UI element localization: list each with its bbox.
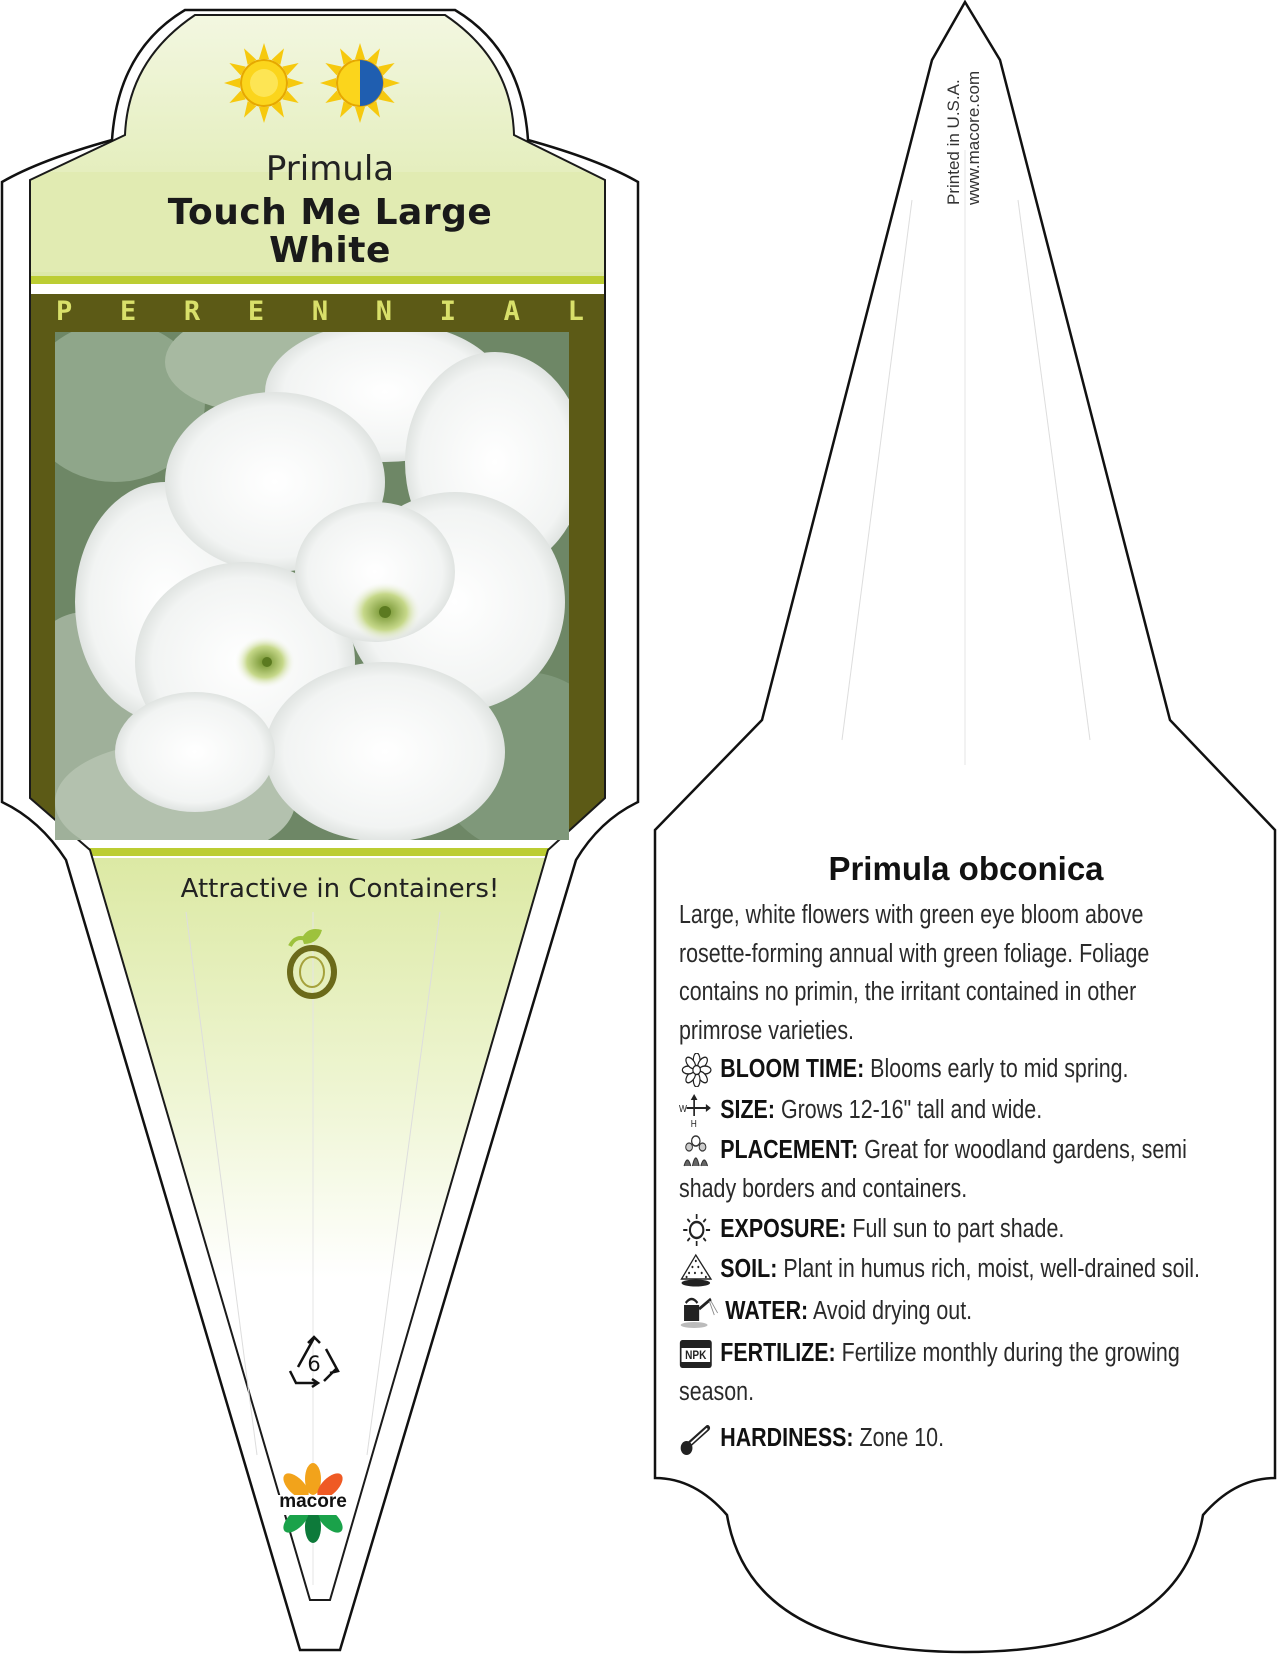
care-text: Zone 10. [859, 1424, 945, 1452]
care-size [679, 1091, 1275, 1130]
flower-photo [55, 332, 569, 840]
care-text: Blooms early to mid spring. [870, 1055, 1129, 1083]
svg-text:NPK: NPK [685, 1349, 707, 1363]
care-soil [679, 1250, 1275, 1289]
care-label: EXPOSURE: [720, 1215, 847, 1243]
npk-icon [679, 1337, 714, 1367]
care-label: WATER: [725, 1297, 809, 1325]
care-label: FERTILIZE: [720, 1339, 836, 1367]
plant-type-letter: I [439, 296, 456, 327]
plant-type-letter: N [375, 296, 393, 327]
plant-type-letter: P [56, 296, 73, 327]
care-label: SOIL: [720, 1255, 778, 1283]
size-arrows-icon [679, 1094, 714, 1128]
sun-icon [679, 1213, 714, 1243]
botanical-name: Primula obconica [828, 850, 1104, 887]
care-label: HARDINESS: [720, 1424, 854, 1452]
plants-icon [679, 1134, 714, 1164]
printed-in-text: Printed in U.S.A. [944, 79, 963, 205]
watering-can-icon [679, 1295, 719, 1325]
care-exposure [679, 1210, 1275, 1249]
care-hardiness [679, 1419, 1275, 1458]
genus-name: Primula [265, 149, 395, 189]
container-icon [282, 926, 342, 1000]
soil-icon [679, 1253, 714, 1283]
part-sun-icon [319, 42, 401, 124]
care-label: BLOOM TIME: [720, 1055, 865, 1083]
care-text: Full sun to part shade. [852, 1215, 1065, 1243]
care-text: Fertilize monthly during the growing season. [679, 1339, 1180, 1406]
care-label: PLACEMENT: [720, 1136, 859, 1164]
flower-icon [679, 1053, 714, 1083]
plant-type-letter: E [119, 296, 137, 327]
plant-type-label [56, 298, 584, 325]
website-text: www.macore.com [964, 70, 983, 205]
cultivar-line-1: Touch Me Large [167, 192, 493, 233]
plant-type-letter: A [503, 296, 520, 327]
care-text: Plant in humus rich, moist, well-drained soil. [783, 1255, 1200, 1283]
recycle-number: 6 [307, 1352, 321, 1376]
care-text: Great for woodland gardens, semi shady borders and containers. [679, 1136, 1187, 1203]
thermometer-icon [679, 1422, 714, 1452]
plant-type-letter: N [311, 296, 329, 327]
full-sun-icon [223, 42, 305, 124]
care-placement [679, 1131, 1225, 1208]
svg-text:W: W [679, 1103, 687, 1115]
care-text: Avoid drying out. [812, 1297, 973, 1325]
cultivar-line-2: White [269, 230, 391, 271]
care-bloom-time [679, 1050, 1275, 1089]
brand-name: macore [279, 1491, 347, 1512]
care-label: SIZE: [720, 1096, 775, 1124]
plant-description: Large, white flowers with green eye bloom above rosette-forming annual with green foliage. Foliage contains no primin, the irritant contained in other primrose varieties. [679, 901, 1150, 1045]
plant-type-letter: E [247, 296, 265, 327]
cultivar-name [60, 194, 600, 270]
svg-text:H: H [690, 1118, 697, 1128]
tagline: Attractive in Containers! [180, 874, 500, 904]
care-text: Grows 12-16" tall and wide. [780, 1096, 1043, 1124]
plant-type-letter: L [567, 296, 584, 327]
care-fertilize [679, 1334, 1225, 1411]
plant-type-letter: R [183, 296, 201, 327]
print-info [944, 71, 984, 205]
care-water [679, 1292, 1275, 1331]
